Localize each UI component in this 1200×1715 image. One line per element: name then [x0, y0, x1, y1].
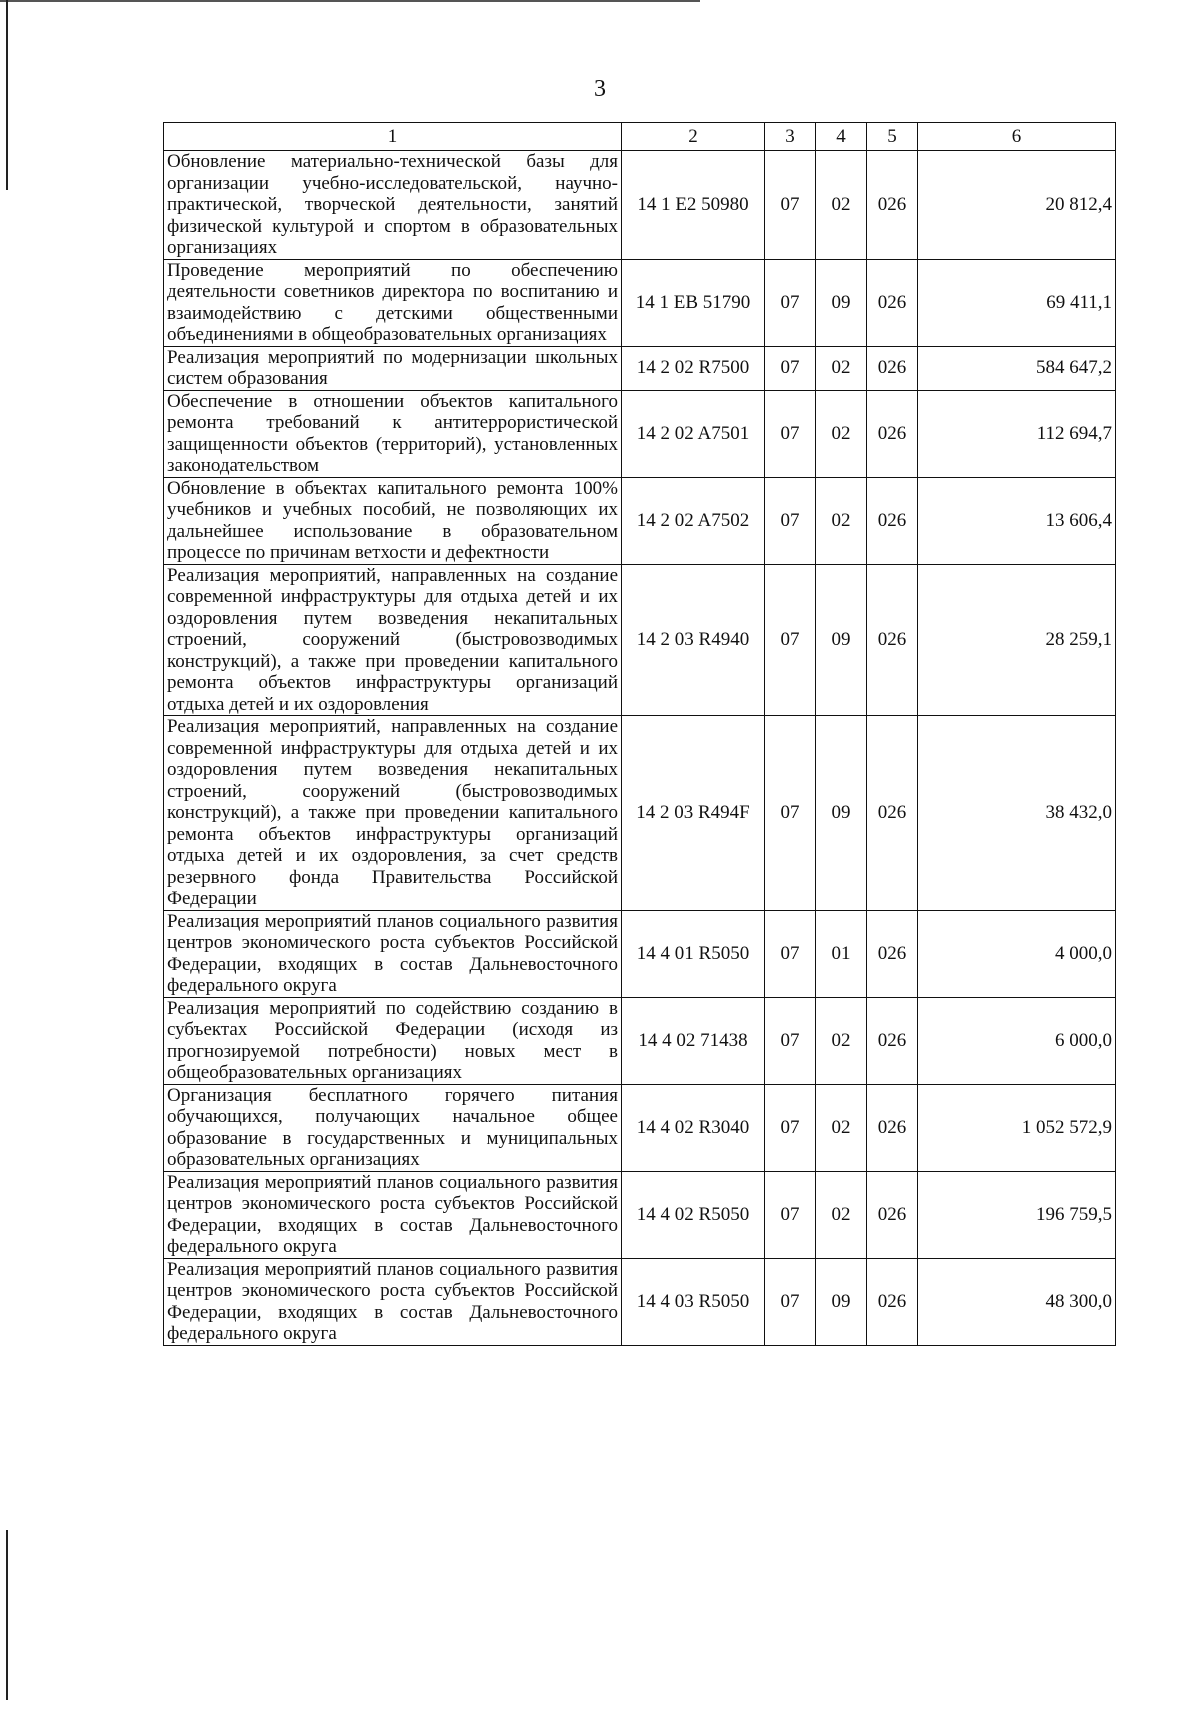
- row-sum-cell: 112 694,7: [918, 390, 1116, 477]
- row-section-cell: 07: [765, 259, 816, 346]
- scan-edge-left-bottom: [6, 1530, 8, 1700]
- column-header-1: 1: [164, 123, 622, 151]
- row-sum-cell: 48 300,0: [918, 1258, 1116, 1345]
- row-section-cell: 07: [765, 346, 816, 390]
- row-grbs-cell: 026: [867, 716, 918, 911]
- row-name-cell: Обеспечение в отношении объектов капитального ремонта требований к антитеррористической защищенности объектов (территорий), установленных законодательством: [164, 390, 622, 477]
- row-code-cell: 14 2 02 A7501: [622, 390, 765, 477]
- row-section-cell: 07: [765, 1171, 816, 1258]
- row-section-cell: 07: [765, 390, 816, 477]
- row-grbs-cell: 026: [867, 997, 918, 1084]
- row-section-cell: 07: [765, 910, 816, 997]
- table-row: [164, 910, 1116, 997]
- row-sum-cell: 4 000,0: [918, 910, 1116, 997]
- row-subsection-cell: 09: [816, 259, 867, 346]
- row-sum-cell: 6 000,0: [918, 997, 1116, 1084]
- column-header-3: 3: [765, 123, 816, 151]
- row-grbs-cell: 026: [867, 1258, 918, 1345]
- row-subsection-cell: 01: [816, 910, 867, 997]
- table-row: [164, 346, 1116, 390]
- row-code-cell: 14 2 03 R4940: [622, 564, 765, 716]
- row-subsection-cell: 02: [816, 477, 867, 564]
- row-grbs-cell: 026: [867, 259, 918, 346]
- page-number: 3: [594, 76, 606, 102]
- row-sum-cell: 20 812,4: [918, 151, 1116, 260]
- row-section-cell: 07: [765, 477, 816, 564]
- column-header-2: 2: [622, 123, 765, 151]
- row-sum-cell: 38 432,0: [918, 716, 1116, 911]
- row-code-cell: 14 4 02 R5050: [622, 1171, 765, 1258]
- row-grbs-cell: 026: [867, 910, 918, 997]
- row-name-cell: Реализация мероприятий, направленных на создание современной инфраструктуры для отдыха детей и их оздоровления путем возведения некапитальных строений, сооружений (быстровозводимых конструкций), а также при проведении капитального ремонта объектов инфраструктуры организаций отдыха детей и их оздоровления: [164, 564, 622, 716]
- table-row: [164, 151, 1116, 260]
- column-header-6: 6: [918, 123, 1116, 151]
- row-name-cell: Обновление в объектах капитального ремонта 100% учебников и учебных пособий, не позволяющих их дальнейшее использование в образовательном процессе по причинам ветхости и дефектности: [164, 477, 622, 564]
- table-row: [164, 477, 1116, 564]
- row-subsection-cell: 02: [816, 1084, 867, 1171]
- table-row: [164, 1084, 1116, 1171]
- column-header-5: 5: [867, 123, 918, 151]
- row-subsection-cell: 02: [816, 390, 867, 477]
- row-sum-cell: 69 411,1: [918, 259, 1116, 346]
- row-subsection-cell: 02: [816, 1171, 867, 1258]
- row-section-cell: 07: [765, 564, 816, 716]
- header-row: [164, 123, 1116, 151]
- row-grbs-cell: 026: [867, 390, 918, 477]
- row-name-cell: Реализация мероприятий планов социального развития центров экономического роста субъектов Российской Федерации, входящих в состав Дальневосточного федерального округа: [164, 910, 622, 997]
- row-grbs-cell: 026: [867, 1171, 918, 1258]
- row-name-cell: Реализация мероприятий, направленных на создание современной инфраструктуры для отдыха детей и их оздоровления путем возведения некапитальных строений, сооружений (быстровозводимых конструкций), а также при проведении капитального ремонта объектов инфраструктуры организаций отдыха детей и их оздоровления, за счет средств резервного фонда Правительства Российской Федерации: [164, 716, 622, 911]
- table-row: [164, 259, 1116, 346]
- row-section-cell: 07: [765, 997, 816, 1084]
- row-code-cell: 14 4 02 R3040: [622, 1084, 765, 1171]
- row-name-cell: Реализация мероприятий планов социального развития центров экономического роста субъектов Российской Федерации, входящих в состав Дальневосточного федерального округа: [164, 1171, 622, 1258]
- row-subsection-cell: 09: [816, 564, 867, 716]
- row-grbs-cell: 026: [867, 346, 918, 390]
- row-subsection-cell: 09: [816, 716, 867, 911]
- row-section-cell: 07: [765, 716, 816, 911]
- row-code-cell: 14 1 EB 51790: [622, 259, 765, 346]
- row-name-cell: Реализация мероприятий планов социального развития центров экономического роста субъектов Российской Федерации, входящих в состав Дальневосточного федерального округа: [164, 1258, 622, 1345]
- row-sum-cell: 28 259,1: [918, 564, 1116, 716]
- row-section-cell: 07: [765, 151, 816, 260]
- row-grbs-cell: 026: [867, 564, 918, 716]
- table-row: [164, 997, 1116, 1084]
- row-code-cell: 14 4 02 71438: [622, 997, 765, 1084]
- row-subsection-cell: 09: [816, 1258, 867, 1345]
- row-grbs-cell: 026: [867, 477, 918, 564]
- table-body: [164, 151, 1116, 1346]
- row-code-cell: 14 2 03 R494F: [622, 716, 765, 911]
- table-row: [164, 390, 1116, 477]
- row-code-cell: 14 2 02 A7502: [622, 477, 765, 564]
- row-subsection-cell: 02: [816, 346, 867, 390]
- row-code-cell: 14 1 E2 50980: [622, 151, 765, 260]
- row-sum-cell: 1 052 572,9: [918, 1084, 1116, 1171]
- table-row: [164, 1258, 1116, 1345]
- column-header-4: 4: [816, 123, 867, 151]
- table-row: [164, 564, 1116, 716]
- row-sum-cell: 13 606,4: [918, 477, 1116, 564]
- row-name-cell: Реализация мероприятий по содействию созданию в субъектах Российской Федерации (исходя из прогнозируемой потребности) новых мест в общеобразовательных организациях: [164, 997, 622, 1084]
- row-section-cell: 07: [765, 1084, 816, 1171]
- row-name-cell: Организация бесплатного горячего питания обучающихся, получающих начальное общее образование в государственных и муниципальных образовательных организациях: [164, 1084, 622, 1171]
- row-code-cell: 14 4 01 R5050: [622, 910, 765, 997]
- scan-edge-top: [0, 0, 700, 2]
- row-subsection-cell: 02: [816, 997, 867, 1084]
- table-row: [164, 716, 1116, 911]
- table-row: [164, 1171, 1116, 1258]
- row-code-cell: 14 4 03 R5050: [622, 1258, 765, 1345]
- row-name-cell: Реализация мероприятий по модернизации школьных систем образования: [164, 346, 622, 390]
- row-sum-cell: 584 647,2: [918, 346, 1116, 390]
- budget-table: [163, 122, 1116, 1346]
- row-subsection-cell: 02: [816, 151, 867, 260]
- row-code-cell: 14 2 02 R7500: [622, 346, 765, 390]
- row-name-cell: Обновление материально-технической базы для организации учебно-исследовательской, научно-практической, творческой деятельности, занятий физической культурой и спортом в образовательных организациях: [164, 151, 622, 260]
- row-sum-cell: 196 759,5: [918, 1171, 1116, 1258]
- row-name-cell: Проведение мероприятий по обеспечению деятельности советников директора по воспитанию и взаимодействию с детскими общественными объединениями в общеобразовательных организациях: [164, 259, 622, 346]
- row-section-cell: 07: [765, 1258, 816, 1345]
- row-grbs-cell: 026: [867, 151, 918, 260]
- row-grbs-cell: 026: [867, 1084, 918, 1171]
